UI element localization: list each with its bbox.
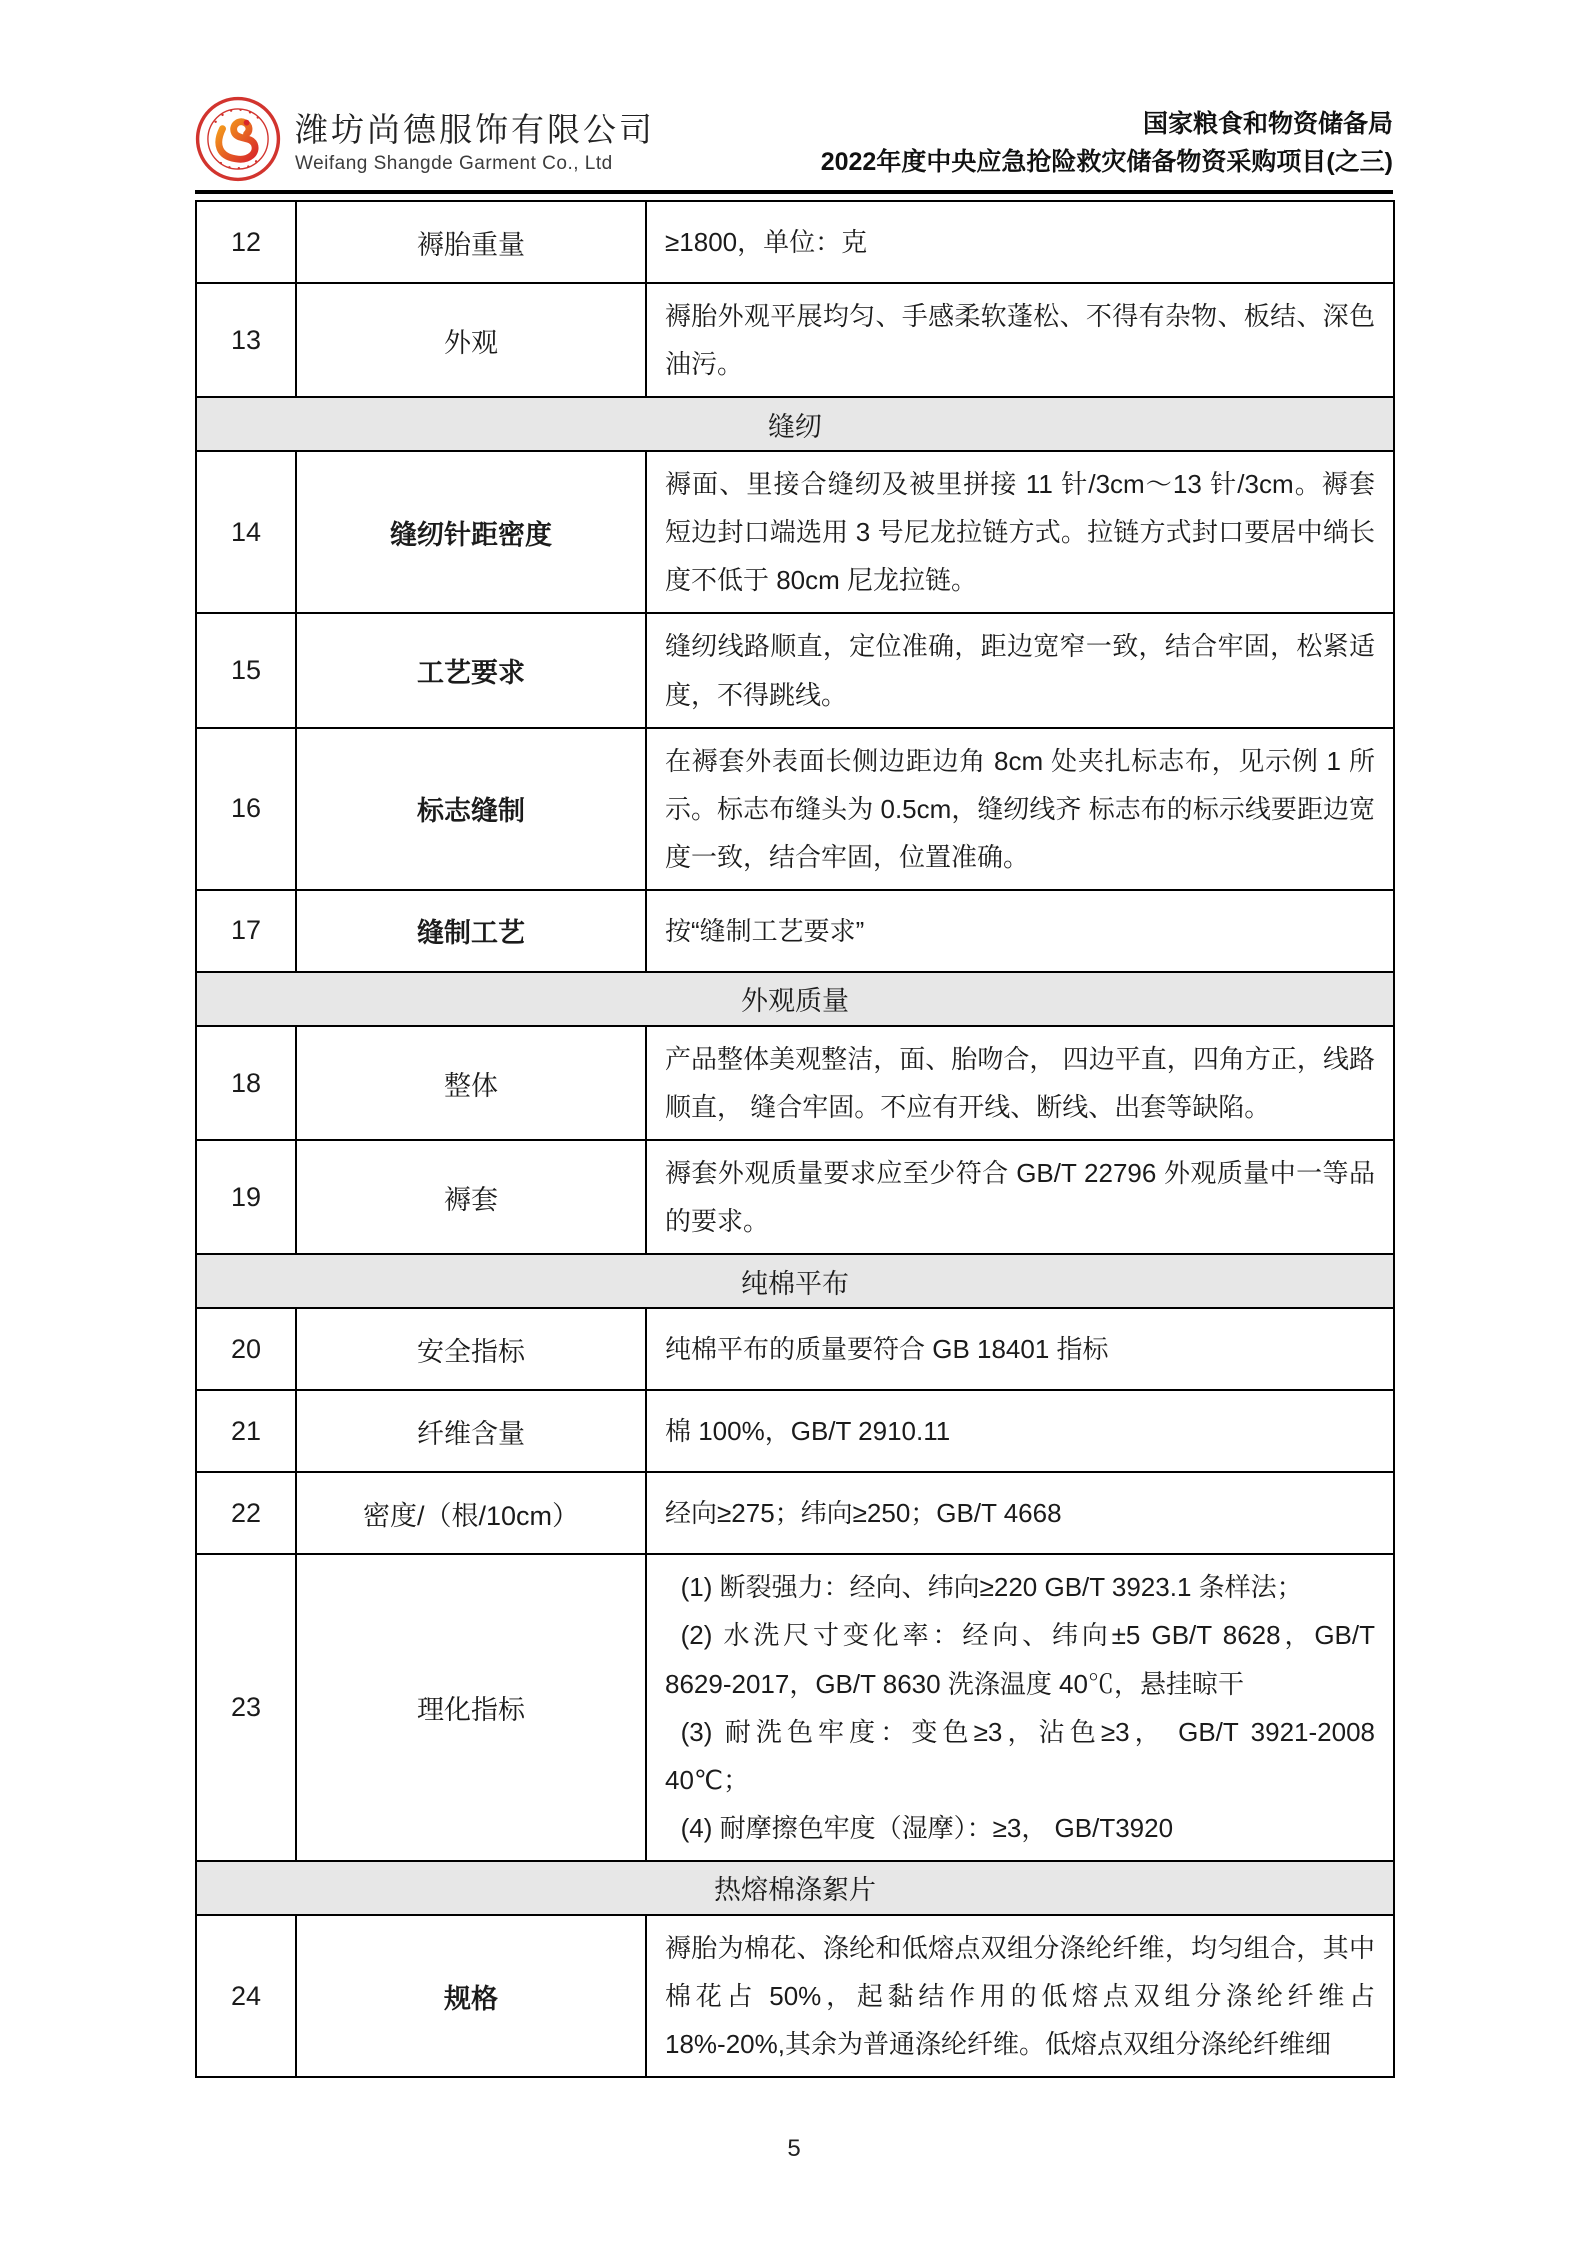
project-name: 2022年度中央应急抢险救灾储备物资采购项目(之三) — [820, 148, 1393, 177]
row-label: 标志缝制 — [296, 728, 646, 890]
section-header-row — [196, 1254, 1394, 1308]
table-row — [196, 613, 1394, 727]
table-row — [196, 1554, 1394, 1861]
header-rule — [195, 190, 1393, 194]
table-row — [196, 1308, 1394, 1390]
org-name: 国家粮食和物资储备局 — [1142, 109, 1393, 138]
row-content: 在褥套外表面长侧边距边角 8cm 处夹扎标志布，见示例 1 所示。标志布缝头为 0.5cm，缝纫线齐 标志布的标示线要距边宽度一致，结合牢固，位置准确。 — [646, 728, 1394, 890]
row-number: 19 — [196, 1140, 296, 1254]
row-content: 按“缝制工艺要求” — [646, 890, 1394, 972]
row-number: 13 — [196, 283, 296, 397]
row-number: 22 — [196, 1472, 296, 1554]
row-number: 23 — [196, 1554, 296, 1861]
row-content: 缝纫线路顺直，定位准确，距边宽窄一致，结合牢固，松紧适度，不得跳线。 — [646, 613, 1394, 727]
table-row — [196, 890, 1394, 972]
row-number: 18 — [196, 1026, 296, 1140]
row-content: 纯棉平布的质量要符合 GB 18401 指标 — [646, 1308, 1394, 1390]
section-title: 缝纫 — [196, 397, 1394, 451]
section-header-row — [196, 1861, 1394, 1915]
row-content: 经向≥275；纬向≥250；GB/T 4668 — [646, 1472, 1394, 1554]
row-label: 整体 — [296, 1026, 646, 1140]
section-title: 外观质量 — [196, 972, 1394, 1026]
row-number: 24 — [196, 1915, 296, 2077]
row-label: 理化指标 — [296, 1554, 646, 1861]
table-row — [196, 201, 1394, 283]
section-header-row — [196, 972, 1394, 1026]
row-content: 褥套外观质量要求应至少符合 GB/T 22796 外观质量中一等品的要求。 — [646, 1140, 1394, 1254]
row-content: 褥面、里接合缝纫及被里拼接 11 针/3cm～13 针/3cm。褥套短边封口端选用 3 号尼龙拉链方式。拉链方式封口要居中绱长度不低于 80cm 尼龙拉链。 — [646, 451, 1394, 613]
row-label: 褥胎重量 — [296, 201, 646, 283]
row-content: 褥胎外观平展均匀、手感柔软蓬松、不得有杂物、板结、深色油污。 — [646, 283, 1394, 397]
row-label: 密度/（根/10cm） — [296, 1472, 646, 1554]
row-content: (1) 断裂强力：经向、纬向≥220 GB/T 3923.1 条样法； (2) 水洗尺寸变化率：经向、纬向±5 GB/T 8628，GB/T 8629-2017，GB/T 8630 洗涤温度 40℃，悬挂晾干 (3) 耐洗色牢度：变色≥3，沾色≥3， GB/T 3921-2008 40℃； (4) 耐摩擦色牢度（湿摩）：≥3， GB/T3920 — [646, 1554, 1394, 1861]
row-number: 15 — [196, 613, 296, 727]
company-name-en: Weifang Shangde Garment Co., Ltd — [295, 152, 613, 174]
row-label: 褥套 — [296, 1140, 646, 1254]
table-row — [196, 1140, 1394, 1254]
table-row — [196, 1472, 1394, 1554]
row-label: 安全指标 — [296, 1308, 646, 1390]
table-row — [196, 1390, 1394, 1472]
page-number: 5 — [787, 2135, 801, 2162]
table-row — [196, 1915, 1394, 2077]
table-row — [196, 451, 1394, 613]
row-content: ≥1800，单位：克 — [646, 201, 1394, 283]
row-number: 17 — [196, 890, 296, 972]
spec-table — [195, 200, 1395, 2078]
company-logo-icon — [195, 96, 281, 182]
row-label: 纤维含量 — [296, 1390, 646, 1472]
company-name-block — [295, 104, 655, 175]
table-row — [196, 283, 1394, 397]
company-name-cn: 潍坊尚德服饰有限公司 — [295, 110, 655, 148]
row-label: 工艺要求 — [296, 613, 646, 727]
section-header-row — [196, 397, 1394, 451]
page-header — [195, 96, 1393, 194]
row-number: 20 — [196, 1308, 296, 1390]
section-title: 热熔棉涤絮片 — [196, 1861, 1394, 1915]
row-content: 产品整体美观整洁，面、胎吻合， 四边平直，四角方正，线路顺直， 缝合牢固。不应有开线、断线、出套等缺陷。 — [646, 1026, 1394, 1140]
row-number: 12 — [196, 201, 296, 283]
row-number: 21 — [196, 1390, 296, 1472]
row-content: 褥胎为棉花、涤纶和低熔点双组分涤纶纤维，均匀组合，其中棉花占 50%，起黏结作用的低熔点双组分涤纶纤维占 18%-20%,其余为普通涤纶纤维。低熔点双组分涤纶纤维细 — [646, 1915, 1394, 2077]
row-label: 规格 — [296, 1915, 646, 2077]
row-number: 16 — [196, 728, 296, 890]
row-label: 缝制工艺 — [296, 890, 646, 972]
row-content: 棉 100%，GB/T 2910.11 — [646, 1390, 1394, 1472]
row-label: 外观 — [296, 283, 646, 397]
table-row — [196, 728, 1394, 890]
row-number: 14 — [196, 451, 296, 613]
project-header — [821, 105, 1393, 183]
table-row — [196, 1026, 1394, 1140]
row-label: 缝纫针距密度 — [296, 451, 646, 613]
section-title: 纯棉平布 — [196, 1254, 1394, 1308]
